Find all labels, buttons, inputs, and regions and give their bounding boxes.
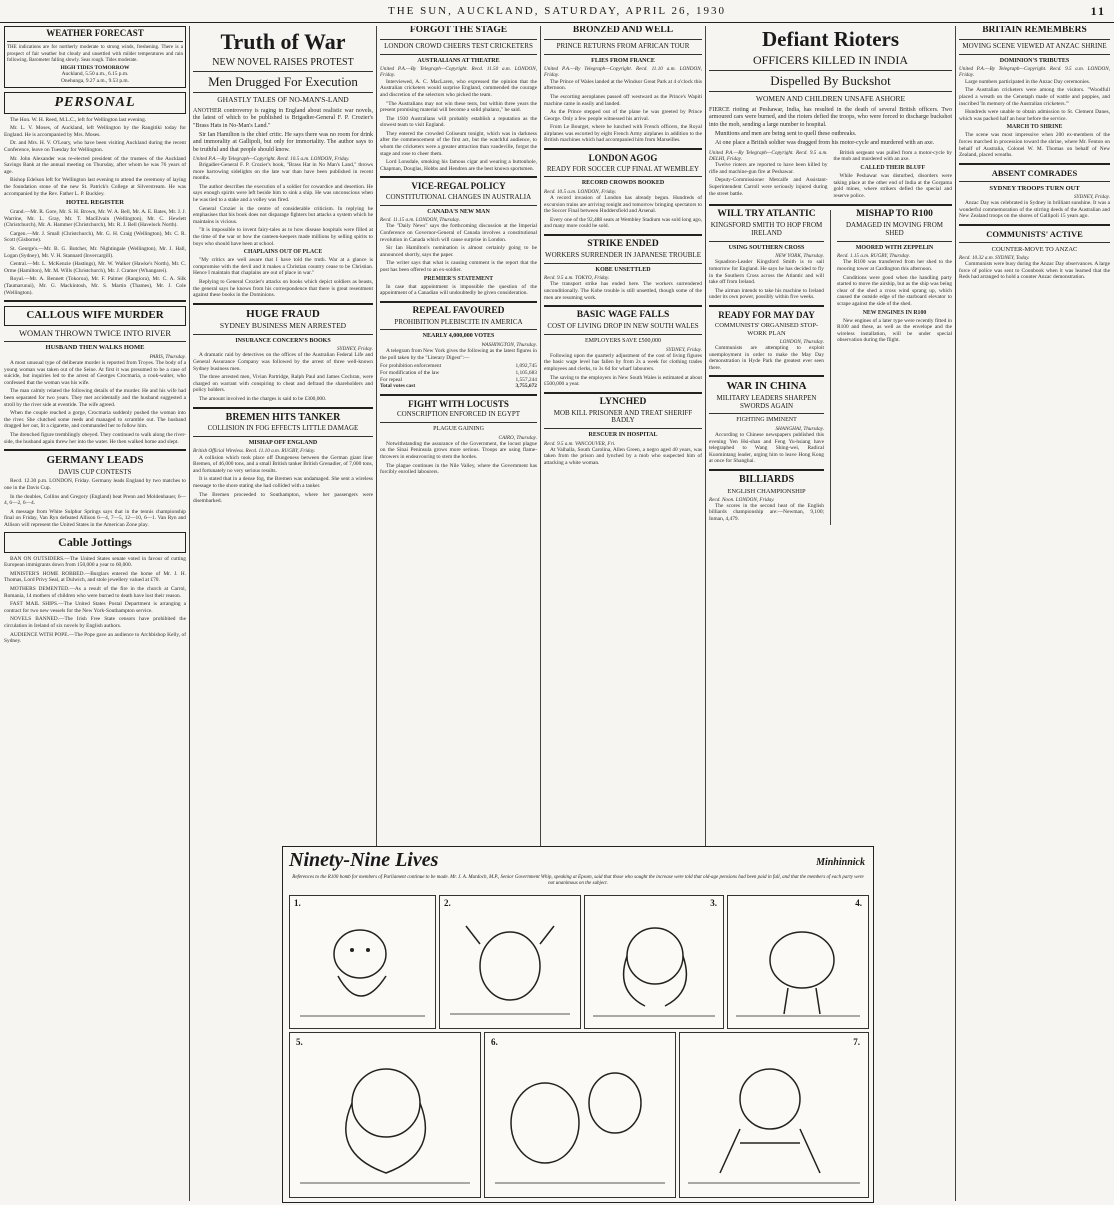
- britain-story: [959, 66, 1110, 158]
- story-paragraph: In case that appointment is impossible the question of the appointment of a Canadian will undoubtedly be given consideration.: [380, 283, 537, 297]
- viceregal-deck-2: CANADA'S NEW MAN: [427, 208, 490, 215]
- personal-text: [4, 117, 186, 198]
- cartoon-panel: [439, 895, 581, 1029]
- story-paragraph: At Valhalla, South Carolina, Allen Green, a negro aged 40 years, was taken from the prison and lynched by a mob who suspected him of attacking a white woman.: [544, 446, 702, 467]
- billiards-deck-1: ENGLISH CHAMPIONSHIP: [727, 487, 806, 495]
- bronzed-deck-1: PRINCE RETURNS FROM AFRICAN TOUR: [556, 41, 690, 50]
- story-paragraph: "The Australians may not win these tests, but within three years the present promising material will become a solid phalanx," he said.: [380, 100, 537, 114]
- cartoon-panel: [484, 1032, 676, 1198]
- truth-lede: [193, 108, 373, 154]
- jotting-item: BAN ON OUTSIDERS.—The United States senate voted in favour of cutting European immigrants down from 150,000 a year to 60,000.: [4, 555, 186, 569]
- story-paragraph: Every one of the 92,488 seats at Wembley Stadium was sold long ago, and many more could be sold.: [544, 216, 702, 230]
- cartoon-panel: [289, 895, 436, 1029]
- vote-row: For repeal 1,557,244: [380, 376, 537, 383]
- lynched-headline: LYNCHED: [599, 396, 647, 407]
- column-1: [4, 26, 186, 1201]
- dateline: PARIS, Thursday.: [149, 353, 186, 360]
- personal-item: The Hon. W. H. Reed, M.L.C., left for Wellington last evening.: [10, 116, 147, 123]
- story-paragraph: The saving to the employers in New South Wales is estimated at about £500,000 a year.: [544, 374, 702, 388]
- lede-paragraph: At one place a British soldier was dragged from his motor-cycle and murdered with an axe.: [715, 140, 935, 147]
- strike-story: [544, 275, 702, 301]
- story-subhead: MARCH TO SHRINE: [1006, 124, 1063, 131]
- story-paragraph: The author describes the execution of a soldier for cowardice and desertion. He says enough spirits were left beside him to sink a ship. He was unconscious when he was tied to a stake and a volley was fired.: [193, 183, 373, 204]
- forgot-story: [380, 66, 537, 172]
- story-paragraph: The scores in the second heat of the English billiards championship are:—Newman, 9,100; Inman, 4,479.: [709, 502, 825, 523]
- callous-headline-box: [4, 306, 186, 326]
- story-paragraph: They entered the crowded Coliseum tonight, which was in darkness after the commencement of the first act, but the watchful audience, to whom the cricketers were a greater attraction than vaudeville, forgot the stage and rose to cheer them.: [380, 130, 537, 157]
- fraud-deck-2: INSURANCE CONCERN'S BOOKS: [235, 337, 331, 344]
- repeal-story: [380, 342, 537, 390]
- callous-story: [4, 354, 186, 445]
- personal-box: [4, 92, 186, 114]
- story-paragraph: A dramatic raid by detectives on the offices of the Australian Federal Life and General Assurance Company was followed by the arrest of three well-known Sydney business men.: [193, 352, 373, 372]
- defiant-deck-1: OFFICERS KILLED IN INDIA: [753, 53, 908, 68]
- story-paragraph: A record invasion of London has already begun. Hundreds of excursion trains are arriving tonight and tomorrow bringing spectators to the Soccer Final between Huddersfield and Arsenal.: [544, 195, 702, 215]
- personal-item: Mr. John Alexander was re-elected president of the trustees of the Auckland Savings Bank at the annual meeting on Thursday, after whom he was 76 years of age.: [4, 155, 186, 175]
- strike-deck-1: WORKERS SURRENDER IN JAPANESE TROUBLE: [545, 250, 701, 259]
- story-paragraph: New engines of a later type were recently fitted in R100 and these, as well as the envelope and the wireless installation, will be under special observation during the flight.: [836, 317, 952, 344]
- story-paragraph: The escorting aeroplanes passed off westward as the Prince's Wapiti machine came in easily and landed.: [544, 93, 702, 107]
- masthead-title: THE SUN, AUCKLAND, SATURDAY, APRIL 26, 1930: [387, 5, 726, 17]
- dateline: Recd. 9.5 a.m. VANCOUVER, Fri.: [544, 440, 616, 447]
- story-paragraph: When the couple reached a gorge, Crocmaria suddenly pushed the woman into the river. She clutched some reeds and managed to scramble out. The husband dragged her out, lit a cigarette, and commanded her to follow him.: [4, 410, 186, 430]
- story-paragraph: British sergeant was pulled from a motor-cycle by the mob and murdered with an axe.: [833, 149, 952, 163]
- defiant-deck-2: Dispelled By Buckshot: [770, 73, 891, 89]
- lynched-story: [544, 441, 702, 467]
- tides-auckland: Auckland, 5.50 a.m., 6.15 p.m.: [61, 71, 129, 78]
- dateline: United P.A.—By Telegraph—Copyright. Recd. 11.10 a.m. LONDON, Friday.: [544, 66, 702, 79]
- cartoon-drawing: [585, 896, 723, 1028]
- china-deck-1: MILITARY LEADERS SHARPEN SWORDS AGAIN: [716, 393, 817, 410]
- locusts-deck-1: CONSCRIPTION ENFORCED IN EGYPT: [396, 410, 521, 419]
- hotel-text: [4, 209, 186, 296]
- story-subhead: NEW ENGINES IN R100: [862, 309, 927, 316]
- column-rule: [189, 26, 190, 1201]
- locusts-deck-2: PLAGUE GAINING: [433, 425, 484, 432]
- defiant-deck-3: WOMEN AND CHILDREN UNSAFE ASHORE: [755, 93, 906, 103]
- story-paragraph: According to Chinese newspapers published this evening Yen Hsi-shan and Feng Yu-hsiang have telegraphed to Wang Shing-wei, Radical Kuomintang leader, urging him to leave Hong Kong at once for Shanghai.: [709, 432, 825, 465]
- weather-box: [4, 26, 186, 88]
- cartoon-drawing: [680, 1033, 868, 1197]
- dateline: British Official Wireless. Recd. 11.10 a.m. RUGBY, Friday.: [193, 448, 316, 455]
- strike-deck-2: KOBE UNSETTLED: [595, 266, 651, 273]
- story-paragraph: The scene was most impressive when 200 ex-members of the forces marched in procession toward the shrine, where Mr. Fenton on behalf of Australia, Colonel W. M. Thomas on behalf of New Zealand, placed wreaths.: [959, 132, 1110, 159]
- panel-number: 2.: [444, 898, 451, 908]
- bremen-headline: BREMEN HITS TANKER: [225, 411, 341, 423]
- germany-deck: DAVIS CUP CONTESTS: [58, 467, 132, 476]
- story-paragraph: Following upon the quarterly adjustment of the cost of living figures the basic wage level has fallen by from 2s a week for clothing trades employees and clerks, to 3s 6d for wharf labourers.: [544, 352, 702, 372]
- story-paragraph: A message from White Sulphur Springs says that in the tennis championship final on Friday, Van Ryn defeated Allison 6—4, 7—5, 12—10, 6—1. Van Ryn and Allison will represent the United States in the American Zone play.: [4, 508, 186, 528]
- jotting-item: NOVELS BANNED.—The Irish Free State censors have prohibited the circulation in Ireland of six novels by English authors.: [4, 616, 186, 629]
- dateline: SYDNEY, Friday.: [666, 346, 702, 353]
- bremen-deck-2: MISHAP OFF ENGLAND: [248, 439, 318, 446]
- cartoon-title: Ninety-Nine Lives: [289, 849, 439, 871]
- bremen-deck-1: COLLISION IN FOG EFFECTS LITTLE DAMAGE: [207, 424, 359, 433]
- panel-number: 6.: [491, 1037, 498, 1047]
- dateline: LONDON, Thursday.: [779, 338, 825, 345]
- story-paragraph: Large numbers participated in the Anzac Day ceremonies.: [965, 78, 1091, 85]
- repeal-deck-1: PROHIBITION PLEBISCITE IN AMERICA: [394, 317, 523, 326]
- locusts-story: [380, 435, 537, 476]
- col5-lower-right: [837, 210, 952, 524]
- truth-headline: Truth of War: [220, 29, 346, 54]
- dateline: Recd. 9.5 a.m. TOKYO, Friday.: [544, 275, 610, 282]
- hotel-item: St. George's.—Mr. B. G. Butcher, Mr. Nightingale (Wellington), Mr. J. Hall, Logan (Sydney), Mr. V. H. Stannard (Invercargill).: [4, 245, 186, 259]
- story-paragraph: "My critics are well aware that I have told the truth. War at a glance is compromise with the devil and it makes a Christian country cease to be Christian. Hence I maintain that chaplains are out of place in war.": [193, 257, 373, 277]
- china-deck-2: FIGHTING IMMINENT: [736, 417, 797, 424]
- forgot-deck-1: LONDON CROWD CHEERS TEST CRICKETERS: [384, 41, 533, 50]
- story-paragraph: It is stated that in a dense fog, the Bremen was undamaged. She sent a wireless message to the shore stating she had collided with a tanker.: [193, 476, 373, 490]
- weather-text: THE indications are for northerly moderate to strong winds, freshening. There is a prospect of fair weather but cloudy and unsettled with milder temperatures and rain following. Barometer falling slowly. Seas rough. Tides moderate.: [7, 45, 183, 63]
- jottings-title: Cable Jottings: [58, 534, 132, 549]
- dateline: NEW YORK, Thursday.: [775, 253, 825, 260]
- mishap-deck-1: DAMAGED IN MOVING FROM SHED: [845, 221, 943, 237]
- lynched-deck-2: RESCUER IN HOSPITAL: [588, 432, 658, 439]
- callous-headline: CALLOUS WIFE MURDER: [26, 309, 164, 322]
- col5-lower-left: [709, 210, 824, 524]
- masthead: [0, 0, 1114, 23]
- dateline: WASHINGTON, Thursday.: [481, 342, 537, 349]
- hotel-item: Cargen.—Mr. J. Small (Christchurch), Mr. G. H. Craig (Wellington), Mr. C. R. Scott (Gisborne).: [4, 230, 186, 244]
- bronzed-deck-2: FLIES FROM FRANCE: [591, 57, 655, 64]
- story-paragraph: Sir Ian Hamilton's nomination is almost certainly going to be announced shortly, says the paper.: [380, 245, 537, 258]
- jotting-item: MINISTER'S HOME ROBBED.—Burglars entered the home of Mr. J. H. Thomas, Lord Privy Seal, at Dulwich, and stole jewellery valued at £70.: [4, 570, 186, 584]
- story-paragraph: As the Prince stepped out of the plane he was greeted by Prince George. Only a few people witnessed his arrival.: [544, 109, 702, 122]
- agog-deck-1: READY FOR SOCCER CUP FINAL AT WEMBLEY: [546, 164, 700, 173]
- story-paragraph: The writer says that what is causing comment is the report that the post has been offered to an ex-soldier.: [380, 260, 537, 273]
- story-paragraph: Communists are attempting to exploit unemployment in order to make the May Day demonstration in Hyde Park the greatest ever seen there.: [709, 344, 825, 371]
- dateline: Recd. 10.5 a.m. LONDON, Friday.: [544, 188, 617, 195]
- britain-deck-2: DOMINION'S TRIBUTES: [999, 57, 1070, 64]
- panel-number: 7.: [853, 1037, 860, 1047]
- viceregal-story: [380, 217, 537, 297]
- mayday-story: [709, 339, 824, 372]
- lede-paragraph: ANOTHER controversy is raging in England about realistic war novels, the latest of which to be published is Brigadier-General F. P. Crozier's "Brass Hats in No-Man's Land.": [193, 107, 373, 129]
- fraud-story: [193, 346, 373, 402]
- britain-deck-1: MOVING SCENE VIEWED AT ANZAC SHRINE: [962, 41, 1107, 50]
- story-subhead: PREMIER'S STATEMENT: [423, 275, 494, 282]
- mayday-headline: READY FOR MAY DAY: [718, 309, 815, 320]
- forgot-deck-2: AUSTRALIANS AT THEATRE: [417, 57, 500, 64]
- story-paragraph: The man calmly related the following details of the murder. He and his wife had been separated for two years. They met accidentally and the husband suggested a stroll by the river side at eventide. The wife agreed.: [4, 388, 186, 408]
- callous-deck: WOMAN THROWN TWICE INTO RIVER: [18, 327, 172, 338]
- story-paragraph: The Prince of Wales landed at the Windsor Great Park at 4 o'clock this afternoon.: [544, 78, 702, 92]
- story-paragraph: Communists were busy during the Anzac Day observances. A large force of police was sent to Coonbook when it was learned that the Reds had arranged to hold a counter Anzac demonstration.: [959, 261, 1110, 281]
- bronzed-story: [544, 66, 702, 144]
- column-rule: [830, 210, 831, 524]
- story-paragraph: The R100 was transferred from her shed to the mooring tower at Cardington this afternoon.: [836, 259, 952, 272]
- dateline: SYDNEY, Friday.: [1074, 193, 1110, 200]
- panel-number: 3.: [710, 898, 717, 908]
- wage-deck-1: COST OF LIVING DROP IN NEW SOUTH WALES: [547, 322, 699, 331]
- page-number: 11: [1090, 4, 1106, 18]
- story-paragraph: Interviewed, A. C. MacLaren, who expressed the opinion that the Australian cricketers would surprise England, commended the courage and discretion of the selectors who picked the team.: [380, 78, 537, 98]
- communists-story: [959, 255, 1110, 281]
- atlantic-headline: WILL TRY ATLANTIC: [717, 209, 816, 220]
- china-story: [709, 426, 824, 465]
- story-paragraph: The airman intends to take his machine to Ireland under its own power, possibly within five weeks.: [709, 287, 825, 301]
- vote-row-total: Total votes cast 3,755,672: [380, 383, 537, 390]
- story-paragraph: While Peshawar was disturbed, disorders were taking place at the other end of India at the Gorgama gold mines, where strikers defied the special and reserve police.: [833, 172, 952, 199]
- wage-deck-2: EMPLOYERS SAVE £500,000: [584, 337, 662, 344]
- story-paragraph: The three arrested men, Vivian Partridge, Ralph Paul and James Cochran, were charged on warrant with conspiring to cheat and defraud the shareholders and policy holders.: [193, 374, 373, 394]
- viceregal-deck-1: CONSTITUTIONAL CHANGES IN AUSTRALIA: [385, 192, 532, 201]
- personal-title: PERSONAL: [54, 94, 136, 110]
- absent-story: [959, 194, 1110, 220]
- column-rule: [955, 26, 956, 1201]
- story-paragraph: The amount involved in the charges is said to be £300,000.: [199, 396, 327, 403]
- story-paragraph: A most unusual type of deliberate murder is reported from Troyes. The body of a young woman was taken out of the Seine. At first it was presumed to be a case of suicide, but inquiries led to the arrest of Georges Crocmaria, a cook-waiter, who confessed that the woman was his wife.: [4, 360, 186, 386]
- story-paragraph: Lord Lonsdale, smoking his famous cigar and wearing a buttonhole, Chapman, Douglas, Hobbs and Hendren are the best known sportsmen.: [380, 159, 537, 172]
- mishap-story: [837, 253, 952, 344]
- wage-headline: BASIC WAGE FALLS: [576, 310, 670, 321]
- story-paragraph: Squadron-Leader Kingsford Smith is to sail tomorrow for England. He says he has decided to fly in the Southern Cross across the Atlantic and will take off from Ireland.: [709, 259, 825, 286]
- cartoon-drawing: [290, 1033, 480, 1197]
- dateline: Recd. 1.15 a.m. RUGBY, Thursday.: [836, 253, 910, 260]
- panel-number: 1.: [294, 898, 301, 908]
- personal-item: Mr. L. V. Moses, of Auckland, left Wellington by the Rangitiki today for England. He is accompanied by Mrs. Moses.: [4, 125, 186, 138]
- jottings-box: [4, 532, 186, 553]
- story-paragraph: The "Daily News" says the forthcoming discussion at the Imperial Conference on Governor-General of Canada involves a constitutional revolution in Canada which will cause surprise in London.: [380, 223, 537, 243]
- communists-headline: COMMUNISTS' ACTIVE: [986, 228, 1083, 239]
- defiant-lede: [709, 107, 952, 148]
- agog-headline: LONDON AGOG: [588, 153, 658, 164]
- locusts-headline: FIGHT WITH LOCUSTS: [408, 398, 509, 409]
- fraud-deck-1: SYDNEY BUSINESS MEN ARRESTED: [219, 321, 347, 331]
- truth-deck-3: GHASTLY TALES OF NO-MAN'S-LAND: [217, 94, 349, 104]
- col5-lower: [709, 210, 952, 524]
- truth-story: [193, 156, 373, 299]
- lede-paragraph: Munitions and men are being sent to quell these outbreaks.: [715, 131, 857, 138]
- agog-story: [544, 189, 702, 230]
- lede-paragraph: Sir Ian Hamilton is the chief critic. He says there was no room for drink and immorality at Gallipoli, but only for immortality. The author says to be truthful and that people should know.: [193, 131, 373, 153]
- hotel-title: HOTEL REGISTER: [66, 199, 124, 207]
- story-paragraph: Notwithstanding the assurance of the Government, the locust plague on the Sinai Peninsula grows more serious. Troops are using flame-throwers in endeavouring to stem the hordes.: [380, 440, 537, 460]
- hotel-item: Royal.—Mr. A. Bennett (Tokoroa), Mr. F. Palmer (Rangiora), Mr. C. A. Silk (Taumarunui), Mr. G. Mackintosh, Mr. S. Martin (Thames), Mr. J. Cole (Wellington).: [4, 276, 186, 296]
- atlantic-deck-2: USING SOUTHERN CROSS: [728, 244, 805, 251]
- truth-deck-1: NEW NOVEL RAISES PROTEST: [212, 57, 354, 69]
- dateline: Recd. 11.15 a.m. LONDON, Thursday.: [380, 217, 461, 224]
- hotel-item: Grand.—Mr. R. Gore, Mr. S. H. Brown, Mr. W. A. Bell, Mr. A. E. Bates, Mr. J. J. Warrine, Mr. L. Gray, Mr. T. MacElvain (Wellington), Mr. C. Hewlett (Christchurch), Mr. A. Hammer (Christchurch), Mr. R. J. Bell (Havelock North).: [4, 209, 186, 229]
- cartoon-drawing: [440, 896, 580, 1028]
- story-paragraph: Anzac Day was celebrated in Sydney in brilliant sunshine. It was a wonderful commemoration of the stirring deeds of the Australian and New Zealand troops on the shores of Gallipoli 15 years ago.: [959, 200, 1110, 220]
- story-subhead: CALLED THEIR BLUFF: [860, 164, 926, 171]
- jotting-item: MOTHERS DEMENTED.—As a result of the fire in the church at Carrol, Romania, 14 mothers of children who were burned to death have lost their reason.: [4, 585, 186, 599]
- dateline: SHANGHAI, Thursday.: [775, 425, 825, 432]
- cartoon-artist: Minhinnick: [816, 857, 865, 868]
- story-paragraph: A telegram from New York gives the following as the latest figures in the poll taken by the "Literary Digest":—: [380, 348, 537, 361]
- column-4: [544, 26, 702, 840]
- dateline: United P.A.—By Telegraph—Copyright. Recd. 9.5 a.m. LONDON, Friday.: [959, 66, 1110, 79]
- story-paragraph: "It is impossible to invent fairy-tales as to how disease hospitals were filled at the time of the war or how the canteen-keepers made millions by selling spirits to boys who should have been at school.: [193, 227, 373, 247]
- story-paragraph: Conditions were good when the handling party started to move the airship, but as the ship was being clear of the shed a cross wind sprang up, which caused the outside edge of the starboard elevator to scrape against the side of the shed.: [836, 274, 952, 307]
- callous-subdeck: HUSBAND THEN WALKS HOME: [45, 344, 145, 352]
- absent-deck-1: SYDNEY TROOPS TURN OUT: [989, 184, 1080, 192]
- jotting-item: FAST MAIL SHIPS.—The United States Postal Department is arranging a contract for two new vessels for the New York-Southampton service.: [4, 601, 186, 614]
- viceregal-headline: VICE-REGAL POLICY: [411, 181, 506, 192]
- story-paragraph: Recd. 12.30 p.m. LONDON, Friday. Germany leads England by two matches to one in the Davis Cup.: [4, 478, 186, 492]
- story-subhead: CHAPLAINS OUT OF PLACE: [243, 249, 323, 256]
- communists-deck-1: COUNTER-MOVE TO ANZAC: [991, 245, 1078, 253]
- defiant-story: [709, 150, 952, 201]
- china-headline: WAR IN CHINA: [726, 380, 807, 393]
- billiards-story: [709, 497, 824, 523]
- weather-title: WEATHER FORECAST: [46, 28, 144, 38]
- dateline: United P.A.—By Telegraph—Copyright. Recd. 11.50 a.m. LONDON, Friday.: [380, 66, 537, 79]
- dateline: SYDNEY, Friday.: [337, 346, 373, 353]
- fraud-headline: HUGE FRAUD: [246, 307, 320, 320]
- cartoon-drawing: [290, 896, 435, 1028]
- vote-row: For modification of the law 1,105,683: [380, 370, 537, 377]
- dateline: Recd. Noon. LONDON, Friday.: [709, 496, 775, 503]
- vote-row: For prohibition enforcement 1,092,745: [380, 363, 537, 370]
- cartoon-caption: References to the R100 bomb for members of Parliament continue to be made. Mr. J. A. Murdoch, M.P., Senior Government Whip, speaking at Epsom, said that those who sought the increase were told that old-age pensions had been paid in full, and that the members of each party were not unanimous on the subject.: [292, 875, 864, 886]
- dateline: United P.A.—By Telegraph—Copyright. Recd. 9.5 a.m. DELHI, Friday.: [709, 149, 828, 162]
- column-6: [959, 26, 1110, 1201]
- story-paragraph: The Australian cricketers were among the visitors. "Woodfull placed a wreath on the Cenotaph made of wattle and poppies, and inscribed 'In memory of the Australian cricketers.'": [959, 87, 1110, 107]
- personal-item: Dr. and Mrs. H. V. O'Leary, who have been visiting Auckland during the recent Conference, leave on Tuesday for Wellington.: [4, 140, 186, 154]
- cartoon-panel: [584, 895, 724, 1029]
- jottings-list: [4, 556, 186, 645]
- absent-headline: ABSENT COMRADES: [991, 167, 1078, 178]
- lynched-deck-1: MOB KILL PRISONER AND TREAT SHERIFF BADLY: [553, 408, 693, 425]
- panel-number: 4.: [855, 898, 862, 908]
- tides-onehunga: Onehunga, 9.27 a.m., 9.53 p.m.: [61, 78, 129, 85]
- hotel-item: Central.—Mr. L. McKenzie (Hastings), Mr. W. Walker (Hawke's North), Mr. C. Orme (Hamilton), Mr. M. Wills (Christchurch), Mr. J. Cramer (Whangarei).: [4, 261, 186, 274]
- cartoon-panel: [727, 895, 869, 1029]
- story-paragraph: Deputy-Commissioner Metcalfe and Assistant-Superintendent Carroll were seriously injured during the street battle.: [709, 177, 828, 197]
- bremen-story: [193, 448, 373, 504]
- britain-headline: BRITAIN REMEMBERS: [982, 26, 1087, 35]
- strike-headline: STRIKE ENDED: [587, 238, 659, 249]
- story-paragraph: General Crozier is the centre of considerable criticism. In replying he emphasises that his book does not disparage fighters but attacks a system which he maintains is vicious.: [193, 205, 373, 225]
- story-paragraph: The plague continues in the Nile Valley, where the Government has forcibly enrolled labourers.: [380, 462, 537, 476]
- truth-deck-2: Men Drugged For Execution: [208, 74, 358, 90]
- story-paragraph: The 1930 Australians will probably establish a reputation as the slowest team to visit England.: [380, 115, 537, 129]
- billiards-headline: BILLIARDS: [738, 474, 795, 486]
- panel-number: 5.: [296, 1037, 303, 1047]
- agog-deck-2: RECORD CROWDS BOOKED: [581, 180, 665, 187]
- story-paragraph: The Bremen proceeded to Southampton, where her passengers were disembarked.: [193, 491, 373, 505]
- mishap-deck-2: MOORED WITH ZEPPELIN: [855, 244, 934, 251]
- cartoon-drawing: [485, 1033, 675, 1197]
- tides-title: HIGH TIDES TOMORROW: [60, 64, 130, 71]
- personal-item: Bishop Edelson left for Wellington last evening to attend the ceremony of laying the foundation stone of the new St. Patrick's College at Silverstream. He was accompanied by the Rev. Father L. P. Buckley.: [4, 177, 186, 197]
- lede-paragraph: FIERCE rioting at Peshawar, India, has resulted in the death of several British officers. Two armoured cars were burned, and the rioters defied the troops, who were forced to discharge buckshot into the mob, sending a large number to hospital.: [709, 107, 952, 128]
- column-3: [380, 26, 537, 840]
- mayday-deck-1: COMMUNISTS' ORGANISED STOP-WORK PLAN: [714, 322, 819, 337]
- story-paragraph: Brigadier-General F. P. Crozier's book, "Brass Hat in No Man's Land," throws more harrowing sidelights on the late war than have been published in recent months.: [193, 162, 373, 182]
- story-paragraph: Hundreds were unable to obtain admission to St. Clement Danes, which was packed half an hour before the service.: [959, 109, 1110, 122]
- cartoon-panel: [289, 1032, 481, 1198]
- jotting-item: AUDIENCE WITH POPE.—The Pope gave an audience to Archbishop Kelly, of Sydney.: [4, 631, 186, 645]
- story-paragraph: Replying to General Crozier's attacks on books which depict soldiers as beasts, the general says he knows from his correspondence that there is great resentment against these books in the Dominions.: [193, 279, 373, 299]
- story-paragraph: A collision which took place off Dungeness between the German giant liner Bremen, of 46,000 tons, and a small British tanker British Grenadier, of 7,000 tons, and fortunately no very serious results.: [193, 454, 373, 474]
- dateline: Recd. 10.32 a.m. SYDNEY, Today.: [959, 254, 1030, 261]
- cartoon-drawing: [728, 896, 868, 1028]
- repeal-headline: REPEAL FAVOURED: [412, 305, 505, 316]
- story-paragraph: From Le Bourget, where he lunched with French officers, the Royal airplanes was escorted by eight French Army airplanes in addition to the British machines which had accompanied him from Marseilles.: [544, 124, 702, 144]
- story-paragraph: Twelve rioters are reported to have been killed by rifle and machine-gun fire at Peshawar.: [709, 162, 828, 175]
- story-paragraph: In the doubles, Collins and Gregory (England) beat Prenn and Moldenhauer, 6—4, 6—2, 6—4.: [4, 493, 186, 507]
- atlantic-deck-1: KINGSFORD SMITH TO HOP FROM IRELAND: [710, 221, 823, 237]
- germany-headline: GERMANY LEADS: [46, 454, 144, 467]
- atlantic-story: [709, 253, 824, 301]
- forgot-headline: FORGOT THE STAGE: [409, 26, 508, 35]
- mishap-headline: MISHAP TO R100: [856, 209, 933, 220]
- defiant-headline: Defiant Rioters: [761, 27, 900, 51]
- story-paragraph: The drenched figure tremblingly obeyed. They continued to walk along the river-side, the husband again threw her into the water. He then walked home and slept.: [4, 432, 186, 445]
- story-paragraph: The transport strike has ended here. The workers surrendered unconditionally. The Kobe trouble is still unsettled, though some of the men are resuming work.: [544, 281, 702, 301]
- bronzed-headline: BRONZED AND WELL: [572, 26, 674, 35]
- wage-story: [544, 347, 702, 388]
- germany-story: [4, 478, 186, 528]
- cartoon-panel: [679, 1032, 869, 1198]
- cartoon: [282, 846, 874, 1203]
- dateline: CAIRO, Thursday.: [498, 434, 537, 441]
- dateline: United P.A.—By Telegraph—Copyright. Recd. 10.5 a.m. LONDON, Friday.: [193, 155, 350, 162]
- repeal-deck-2: NEARLY 4,000,000 VOTES: [422, 333, 495, 340]
